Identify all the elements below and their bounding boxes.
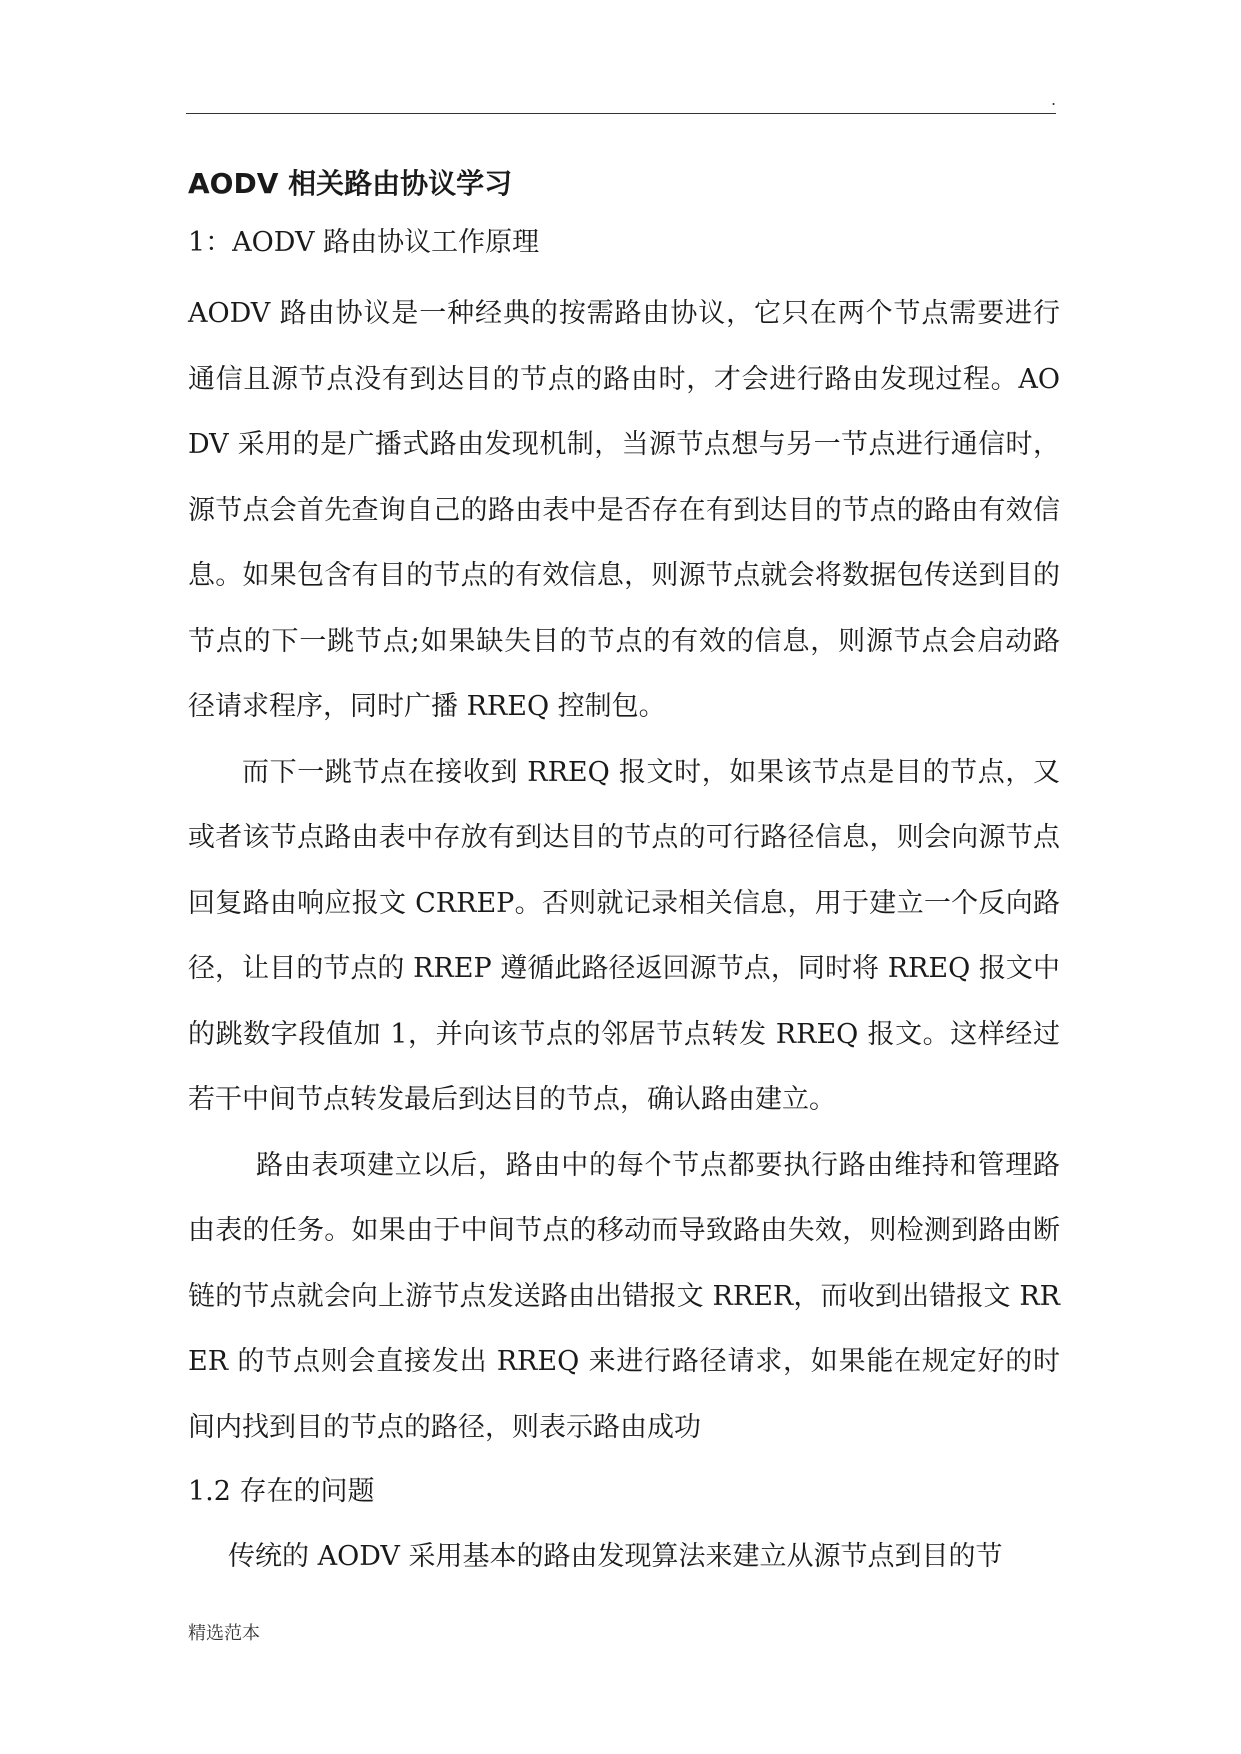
document-title: AODV 相关路由协议学习 bbox=[188, 167, 513, 200]
paragraph-2: 而下一跳节点在接收到 RREQ 报文时，如果该节点是目的节点，又或者该节点路由表中存放有到达目的节点的可行路径信息，则会向源节点回复路由响应报文 CRREP。否则就记录相关信息，用于建立一个反向路径，让目的节点的 RREP 遵循此路径返回源节点，同时将 RREQ 报文中的跳数字段值加 1，并向该节点的邻居节点转发 RREQ 报文。这样经过若干中间节点转发最后到达目的节点，确认路由建立。 bbox=[188, 756, 1060, 1115]
section-heading-1-2: 1.2 存在的问题 bbox=[188, 1476, 375, 1507]
footer-text: 精选范本 bbox=[188, 1623, 260, 1644]
header-rule bbox=[186, 113, 1056, 114]
header-marker: . bbox=[1051, 90, 1057, 109]
paragraph-3: 路由表项建立以后，路由中的每个节点都要执行路由维持和管理路由表的任务。如果由于中间节点的移动而导致路由失效，则检测到路由断链的节点就会向上游节点发送路由出错报文 RRER，而收到出错报文 RRER 的节点则会直接发出 RREQ 来进行路径请求，如果能在规定好的时间内找到目的节点的路径，则表示路由成功 bbox=[188, 1149, 1060, 1443]
section-heading-1: 1：AODV 路由协议工作原理 bbox=[188, 227, 540, 258]
document-body bbox=[188, 160, 1060, 1590]
paragraph-4: 传统的 AODV 采用基本的路由发现算法来建立从源节点到目的节 bbox=[228, 1541, 1003, 1572]
paragraph-1: AODV 路由协议是一种经典的按需路由协议，它只在两个节点需要进行通信且源节点没有到达目的节点的路由时，才会进行路由发现过程。AODV 采用的是广播式路由发现机制，当源节点想与另一节点进行通信时，源节点会首先查询自己的路由表中是否存在有到达目的节点的路由有效信息。如果包含有目的节点的有效信息，则源节点就会将数据包传送到目的节点的下一跳节点;如果缺失目的节点的有效的信息，则源节点会启动路径请求程序，同时广播 RREQ 控制包。 bbox=[188, 298, 1060, 722]
